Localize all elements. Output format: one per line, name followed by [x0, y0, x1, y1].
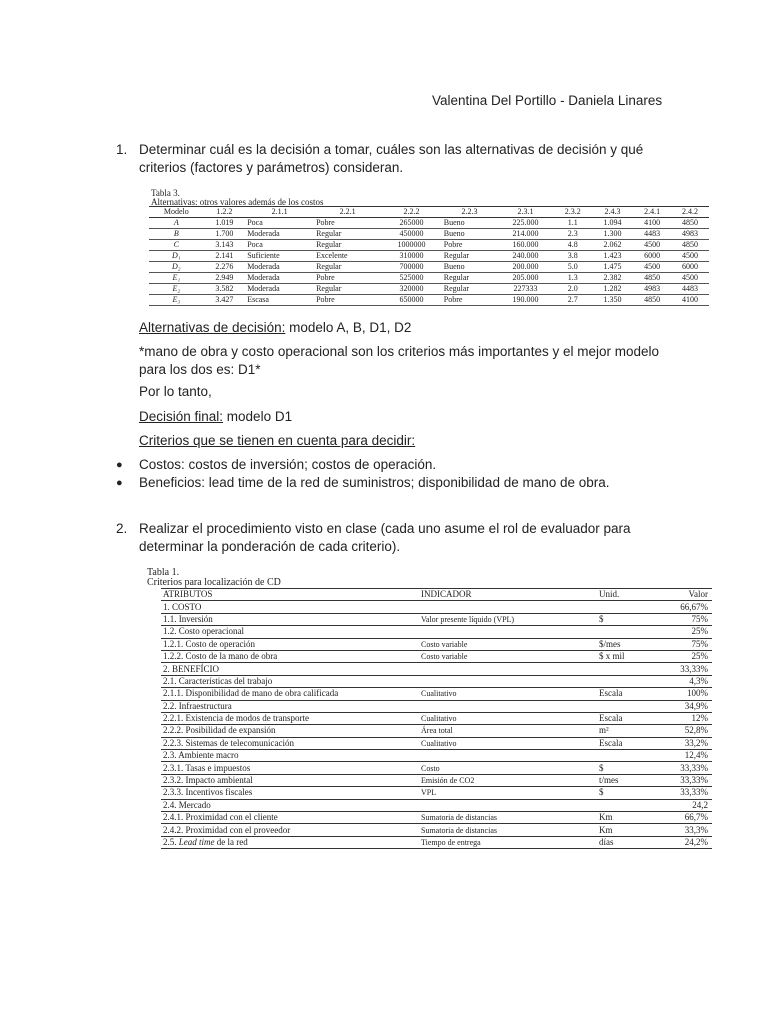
- table-row: [161, 774, 712, 786]
- table-cell: 1.094: [603, 218, 622, 227]
- final-decision-line: [139, 408, 669, 426]
- table-cell: 6000: [644, 251, 661, 260]
- final-decision-label: Decisión final:: [139, 409, 224, 424]
- bullet-dot-icon: ●: [116, 477, 123, 489]
- table-cell: días: [599, 837, 614, 847]
- table-cell: 2.2. Infraestructura: [163, 700, 232, 711]
- table-cell: m²: [599, 725, 609, 736]
- table-cell: Regular: [443, 251, 470, 260]
- table-cell: 4.8: [567, 240, 578, 249]
- table-cell: 525000: [399, 273, 424, 282]
- table-cell: 2.3. Ambiente macro: [163, 750, 239, 761]
- table-cell: 1.2. Costo operacional: [163, 626, 244, 637]
- table-cell: Suficiente: [247, 251, 280, 260]
- table-cell: 225.000: [512, 218, 539, 227]
- table-cell: Bueno: [443, 218, 465, 227]
- table-cell: 33,33%: [680, 762, 708, 773]
- table-cell: [597, 799, 663, 811]
- table-cell: [419, 626, 597, 638]
- table-cell: 1.019: [215, 218, 234, 227]
- table-cell: Regular: [316, 262, 342, 271]
- table-cell: 12%: [691, 713, 708, 724]
- table-cell: D₂: [172, 262, 181, 271]
- table-cell: 240.000: [512, 251, 539, 260]
- table-cell: 4500: [644, 262, 661, 271]
- table-row: [161, 787, 712, 799]
- table-cell: Moderada: [247, 284, 280, 293]
- table-3-header-cell: 2.3.1: [517, 207, 534, 216]
- table-row: [161, 799, 712, 811]
- table-cell: 205.000: [512, 273, 539, 282]
- question-2-number: 2.: [116, 521, 128, 536]
- table-cell: Regular: [316, 240, 342, 249]
- question-1-number: 1.: [116, 142, 128, 157]
- table-row: [149, 295, 709, 306]
- lead-time-prefix: 2.5.: [163, 837, 179, 847]
- table-3-header-cell: 2.2.1: [339, 207, 356, 216]
- table-cell: 4850: [644, 295, 661, 304]
- table-row: [161, 626, 712, 638]
- table-cell: 4850: [682, 240, 699, 249]
- table-cell: $: [599, 613, 604, 624]
- table-cell: VPL: [421, 788, 437, 798]
- table-cell: 12,4%: [684, 750, 708, 761]
- table-cell: 24,2%: [684, 837, 708, 847]
- table-1-header-cell: Valor: [688, 589, 708, 600]
- table-cell: $: [599, 762, 604, 773]
- table-cell: 1.3: [567, 273, 578, 282]
- table-cell: 4500: [682, 251, 699, 260]
- table-cell: [419, 799, 597, 811]
- table-cell: [597, 700, 663, 712]
- table-cell: 5.0: [567, 262, 578, 271]
- table-cell: 2.2.3. Sistemas de telecomunicación: [163, 737, 294, 748]
- table-cell: 2.7: [567, 295, 578, 304]
- table-cell: 1.2.1. Costo de operación: [163, 638, 255, 649]
- table-row: [149, 251, 709, 262]
- table-cell: 4483: [644, 229, 661, 238]
- table-cell: [597, 601, 663, 613]
- table-3-header-cell: 2.2.3: [461, 207, 478, 216]
- table-cell: 160.000: [512, 240, 539, 249]
- table-3-caption-title: Tabla 3.: [151, 188, 180, 198]
- table-cell: 1. COSTO: [163, 601, 202, 612]
- table-cell: Moderada: [247, 229, 280, 238]
- table-cell: Moderada: [247, 273, 280, 282]
- table-cell: 1.475: [603, 262, 622, 271]
- table-cell: $/mes: [599, 638, 621, 649]
- table-cell: 66,7%: [684, 812, 708, 823]
- table-cell: Km: [599, 824, 613, 835]
- table-row: [161, 601, 712, 613]
- table-cell: Escasa: [247, 295, 269, 304]
- table-cell: 4,3%: [689, 675, 708, 686]
- table-cell: 265000: [399, 218, 424, 227]
- table-cell: [597, 626, 663, 638]
- table-3-header-row: [149, 207, 709, 218]
- table-cell: [597, 675, 663, 687]
- table-cell: 66,67%: [680, 601, 708, 612]
- table-cell: 2.2.1. Existencia de modos de transporte: [163, 713, 309, 724]
- table-cell: Cualitativo: [421, 714, 457, 724]
- table-cell: Moderada: [247, 262, 280, 271]
- table-cell: 2.2.2. Posibilidad de expansión: [163, 725, 276, 736]
- table-row: [161, 824, 712, 836]
- table-cell: [419, 750, 597, 762]
- table-cell: 4100: [644, 218, 661, 227]
- table-cell: Pobre: [443, 240, 463, 249]
- table-cell: B: [173, 229, 179, 238]
- table-cell: Emisión de CO2: [421, 776, 475, 786]
- table-cell: $: [599, 787, 604, 798]
- table-cell: Regular: [316, 229, 342, 238]
- table-cell: 2.3.2. Impacto ambiental: [163, 775, 253, 786]
- table-cell: 2.276: [215, 262, 234, 271]
- table-cell: 4983: [644, 284, 661, 293]
- bullet-costs-text: Costos: costos de inversión; costos de operación.: [139, 457, 437, 472]
- table-1: [161, 588, 712, 849]
- alternatives-line: [139, 319, 669, 337]
- table-row: [149, 262, 709, 273]
- table-cell: Pobre: [443, 295, 463, 304]
- table-cell: Sumatoria de distancias: [421, 825, 497, 835]
- table-cell: C: [173, 240, 179, 249]
- table-cell: 3.8: [567, 251, 578, 260]
- table-cell: 33,3%: [684, 824, 708, 835]
- table-cell: 4850: [682, 218, 699, 227]
- table-cell: 100%: [687, 688, 708, 699]
- table-cell: Sumatoria de distancias: [421, 813, 497, 823]
- table-row: [161, 675, 712, 687]
- table-1-header-cell: ATRIBUTOS: [163, 589, 213, 600]
- table-cell: 4483: [682, 284, 699, 293]
- table-cell: 450000: [399, 229, 424, 238]
- table-cell: Poca: [247, 218, 263, 227]
- table-cell: 25%: [691, 626, 708, 637]
- table-cell: 320000: [399, 284, 424, 293]
- bullet-benefits-text: Beneficios: lead time de la red de suministros; disponibilidad de mano de obra.: [139, 475, 610, 490]
- table-row: [149, 240, 709, 251]
- table-cell: 2.1. Características del trabajo: [163, 675, 273, 686]
- table-cell: $ x mil: [599, 651, 625, 662]
- table-cell: 33,33%: [680, 775, 708, 786]
- bullet-dot-icon: ●: [116, 459, 123, 471]
- table-cell: Área total: [421, 726, 453, 736]
- table-1-header-cell: Unid.: [599, 589, 620, 600]
- table-row: [149, 229, 709, 240]
- table-row: [161, 836, 712, 848]
- table-cell: Costo variable: [421, 652, 468, 662]
- lead-time-suffix: de la red: [214, 837, 248, 847]
- table-cell: 2. BENEFÍCIO: [163, 663, 219, 674]
- table-cell: E₂: [172, 284, 181, 293]
- table-cell: 2.949: [215, 273, 234, 282]
- table-cell: [419, 700, 597, 712]
- table-3: [149, 206, 709, 306]
- table-1-header-cell: INDICADOR: [421, 589, 472, 600]
- table-cell: 190.000: [512, 295, 539, 304]
- table-row: [161, 737, 712, 749]
- table-cell: Pobre: [316, 295, 335, 304]
- table-1-caption-title: Tabla 1.: [147, 567, 180, 578]
- table-cell: [419, 663, 597, 675]
- table-row: [161, 725, 712, 737]
- table-cell: 2.4.1. Proximidad con el cliente: [163, 812, 278, 823]
- table-3-header-cell: 2.1.1: [271, 207, 288, 216]
- table-cell: Valor presente líquido (VPL): [421, 614, 515, 624]
- table-row: [161, 762, 712, 774]
- table-row: [161, 613, 712, 625]
- table-row: [149, 284, 709, 295]
- table-cell: 25%: [691, 651, 708, 662]
- table-cell: 24,2: [692, 799, 708, 810]
- table-cell: t/mes: [599, 775, 619, 786]
- table-1-caption-subtitle: Criterios para localización de CD: [147, 577, 281, 588]
- table-cell: Pobre: [316, 273, 335, 282]
- table-cell: 2.141: [215, 251, 234, 260]
- table-cell: [597, 750, 663, 762]
- table-cell: 4500: [644, 240, 661, 249]
- question-2-text: Realizar el procedimiento visto en clase (cada uno asume el rol de evaluador para determinar la ponderación de cada criterio).: [139, 521, 631, 554]
- table-row: [161, 700, 712, 712]
- table-cell: Bueno: [443, 262, 465, 271]
- table-cell: 33,33%: [680, 663, 708, 674]
- table-cell: Km: [599, 812, 613, 823]
- table-cell: Excelente: [316, 251, 348, 260]
- table-cell: 2.3: [567, 229, 578, 238]
- table-cell: Costo variable: [421, 639, 468, 649]
- table-cell: 2.1.1. Disponibilidad de mano de obra calificada: [163, 688, 339, 699]
- criteria-note: *mano de obra y costo operacional son los criterios más importantes y el mejor modelo para los dos es: D1*: [139, 344, 659, 377]
- lead-time-italic: Lead time: [178, 837, 215, 847]
- table-cell: 2.4. Mercado: [163, 799, 211, 810]
- table-cell: Regular: [443, 284, 470, 293]
- table-row: [161, 750, 712, 762]
- table-cell: 75%: [691, 638, 708, 649]
- table-cell: 33,33%: [680, 787, 708, 798]
- table-3-caption-subtitle: Alternativas: otros valores además de los costos: [151, 197, 324, 207]
- table-cell: [597, 663, 663, 675]
- table-cell: 4500: [682, 273, 699, 282]
- table-cell: 200.000: [512, 262, 539, 271]
- table-cell: 1.423: [603, 251, 622, 260]
- table-cell: 4850: [644, 273, 661, 282]
- table-cell: 6000: [682, 262, 699, 271]
- table-3-header-cell: Modelo: [163, 207, 189, 216]
- table-cell: 33,2%: [684, 737, 708, 748]
- table-3-header-cell: 2.4.2: [682, 207, 699, 216]
- question-1-text: Determinar cuál es la decisión a tomar, cuáles son las alternativas de decisión y qué criterios (factores y parámetros) consideran.: [139, 142, 644, 175]
- table-cell: 3.427: [215, 295, 234, 304]
- table-cell: 2.4.2. Proximidad con el proveedor: [163, 824, 291, 835]
- table-cell: 4983: [682, 229, 699, 238]
- table-cell: 2.3.3. Incentivos fiscales: [163, 787, 253, 798]
- table-cell: Escala: [599, 737, 623, 748]
- alternatives-value: modelo A, B, D1, D2: [285, 320, 412, 335]
- table-cell: 1.1. Inversión: [163, 613, 213, 624]
- table-cell: E₁: [172, 273, 181, 282]
- table-row: [161, 638, 712, 650]
- table-cell: 214.000: [512, 229, 539, 238]
- table-cell: 2.3.1. Tasas e impuestos: [163, 762, 251, 773]
- table-row: [161, 812, 712, 824]
- table-cell: Tiempo de entrega: [421, 838, 481, 847]
- table-cell: 700000: [399, 262, 424, 271]
- final-decision-value: modelo D1: [223, 409, 293, 424]
- table-cell: [161, 836, 419, 848]
- table-cell: 3.143: [215, 240, 234, 249]
- table-cell: 2.062: [603, 240, 622, 249]
- table-cell: A: [173, 218, 179, 227]
- table-cell: [419, 601, 597, 613]
- table-1-header-row: [161, 589, 712, 601]
- table-row: [161, 663, 712, 675]
- table-cell: Regular: [316, 284, 342, 293]
- table-cell: 1.350: [603, 295, 622, 304]
- therefore-text: Por lo tanto,: [139, 384, 212, 399]
- table-cell: [419, 675, 597, 687]
- table-cell: 1.2.2. Costo de la mano de obra: [163, 651, 278, 662]
- table-cell: 3.582: [215, 284, 234, 293]
- table-3-header-cell: 2.4.3: [604, 207, 621, 216]
- table-cell: 4100: [682, 295, 699, 304]
- table-cell: Bueno: [443, 229, 465, 238]
- criteria-title: Criterios que se tienen en cuenta para decidir:: [139, 433, 416, 448]
- table-row: [161, 650, 712, 662]
- table-cell: 52,8%: [684, 725, 708, 736]
- table-cell: 1.300: [603, 229, 622, 238]
- table-cell: Cualitativo: [421, 689, 457, 699]
- table-cell: 2.0: [567, 284, 578, 293]
- table-cell: Escala: [599, 713, 623, 724]
- alternatives-label: Alternativas de decisión:: [139, 320, 286, 335]
- table-cell: Poca: [247, 240, 263, 249]
- table-cell: 1.282: [603, 284, 622, 293]
- table-cell: D₁: [172, 251, 181, 260]
- table-cell: 75%: [691, 613, 708, 624]
- table-cell: 2.382: [603, 273, 622, 282]
- table-cell: E₃: [172, 295, 181, 304]
- table-3-header-cell: 2.2.2: [403, 207, 420, 216]
- table-row: [161, 688, 712, 700]
- table-cell: 1000000: [397, 240, 426, 249]
- table-cell: Pobre: [316, 218, 335, 227]
- table-3-header-cell: 2.4.1: [644, 207, 661, 216]
- table-cell: Regular: [443, 273, 470, 282]
- table-cell: 310000: [399, 251, 424, 260]
- table-cell: 227333: [513, 284, 538, 293]
- table-3-header-cell: 2.3.2: [564, 207, 581, 216]
- table-row: [149, 273, 709, 284]
- table-cell: Costo: [421, 763, 440, 773]
- author-names: Valentina Del Portillo - Daniela Linares: [432, 93, 663, 108]
- table-cell: 1.1: [567, 218, 578, 227]
- table-row: [149, 218, 709, 229]
- table-3-header-cell: 1.2.2: [216, 207, 233, 216]
- table-cell: Escala: [599, 688, 623, 699]
- table-cell: 1.700: [215, 229, 234, 238]
- table-cell: 34,9%: [684, 700, 708, 711]
- table-cell: Cualitativo: [421, 738, 457, 748]
- table-cell: 650000: [399, 295, 424, 304]
- table-row: [161, 712, 712, 724]
